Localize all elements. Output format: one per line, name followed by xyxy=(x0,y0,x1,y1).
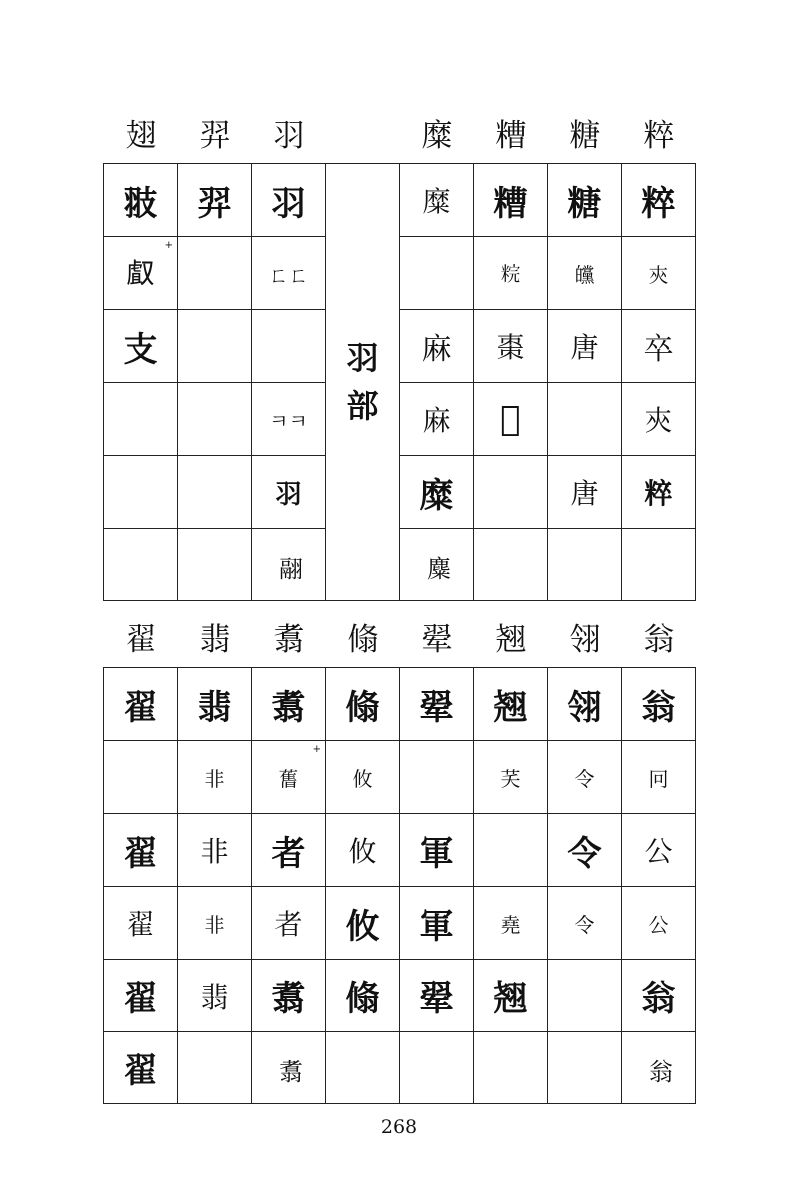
top-r6c6 xyxy=(474,529,548,601)
bottom-header-2: 翡 xyxy=(199,622,231,658)
top-r3c2 xyxy=(178,310,252,383)
bottom-header-1: 翟 xyxy=(125,622,157,658)
bot-r5c1: 翟 xyxy=(104,960,178,1032)
annotation-plus-mark-2: + xyxy=(312,744,321,755)
top-r3c3 xyxy=(252,310,326,383)
bot-r4c3: 者 xyxy=(252,887,326,960)
bot-r3c8: 公 xyxy=(622,814,696,887)
top-r3c1: 支 xyxy=(104,310,178,383)
bot-r6c6 xyxy=(474,1032,548,1104)
radical-column xyxy=(326,164,400,601)
top-r6c5: 麋 xyxy=(400,529,474,601)
bot-r5c7 xyxy=(548,960,622,1032)
top-r4c7 xyxy=(548,383,622,456)
bottom-headers xyxy=(104,620,696,660)
top-header-6: 糟 xyxy=(495,118,527,154)
top-r2c1 xyxy=(104,237,178,310)
bot-r1c5: 翚 xyxy=(400,668,474,741)
bot-r3c4: 攸 xyxy=(326,814,400,887)
bottom-header-6: 翘 xyxy=(495,622,527,658)
bot-r3c7: 令 xyxy=(548,814,622,887)
top-r2c3: ㄈㄈ xyxy=(252,237,326,310)
top-r3c5: 麻 xyxy=(400,310,474,383)
top-r1c2: 羿 xyxy=(178,164,252,237)
bot-r1c2: 翡 xyxy=(178,668,252,741)
bot-r2c7: 令 xyxy=(548,741,622,814)
top-r3c8: 卒 xyxy=(622,310,696,383)
top-header-2: 羿 xyxy=(199,118,231,154)
bot-r5c2: 翡 xyxy=(178,960,252,1032)
bot-r2c3 xyxy=(252,741,326,814)
radical-char-1: 羽 xyxy=(346,339,379,377)
top-r1c1: 翄 xyxy=(104,164,178,237)
top-r3c6: 棗 xyxy=(474,310,548,383)
top-r6c2 xyxy=(178,529,252,601)
top-character-table xyxy=(103,163,696,601)
top-header-8: 粹 xyxy=(643,118,675,154)
bot-r4c4: 攸 xyxy=(326,887,400,960)
bot-r2c5 xyxy=(400,741,474,814)
bot-r3c1: 翟 xyxy=(104,814,178,887)
top-r1c6: 糟 xyxy=(474,164,548,237)
top-r5c5: 糜 xyxy=(400,456,474,529)
top-r2c8: 㚒 xyxy=(622,237,696,310)
top-r5c8: 粹 xyxy=(622,456,696,529)
top-headers xyxy=(104,116,696,156)
top-r4c8: 㚒 xyxy=(622,383,696,456)
top-header-7: 糖 xyxy=(569,118,601,154)
top-r1c3: 羽 xyxy=(252,164,326,237)
top-header-gap xyxy=(326,116,400,156)
top-r1c5: 糜 xyxy=(400,164,474,237)
top-r2c6: 𥹳 xyxy=(474,237,548,310)
top-r5c3: 羽 xyxy=(252,456,326,529)
bot-r1c1: 翟 xyxy=(104,668,178,741)
top-r3c7: 唐 xyxy=(548,310,622,383)
page-number: 268 xyxy=(380,1116,418,1138)
bot-r6c3: 翥 xyxy=(252,1032,326,1104)
top-r2c2 xyxy=(178,237,252,310)
bottom-header-4: 翛 xyxy=(347,622,379,658)
bot-r2c6: 芺 xyxy=(474,741,548,814)
bot-r5c8: 翁 xyxy=(622,960,696,1032)
bot-r5c4: 翛 xyxy=(326,960,400,1032)
top-r6c1 xyxy=(104,529,178,601)
bot-r6c7 xyxy=(548,1032,622,1104)
top-r6c8 xyxy=(622,529,696,601)
bot-r3c3: 者 xyxy=(252,814,326,887)
bot-r2c4: 攸 xyxy=(326,741,400,814)
bot-r2c8: 冋 xyxy=(622,741,696,814)
annotation-plus-mark: + xyxy=(164,240,173,251)
bottom-character-table xyxy=(103,667,696,1104)
bot-r1c3: 翥 xyxy=(252,668,326,741)
bot-r6c4 xyxy=(326,1032,400,1104)
bot-r6c2 xyxy=(178,1032,252,1104)
bot-r6c8: 翁 xyxy=(622,1032,696,1104)
top-header-5: 糜 xyxy=(421,118,453,154)
bot-r4c2: 非 xyxy=(178,887,252,960)
top-r2c7: 㿩 xyxy=(548,237,622,310)
bot-r1c7: 翎 xyxy=(548,668,622,741)
bot-r1c8: 翁 xyxy=(622,668,696,741)
bottom-header-8: 翁 xyxy=(643,622,675,658)
bot-r2c1 xyxy=(104,741,178,814)
bot-r6c1: 翟 xyxy=(104,1032,178,1104)
bot-r2c2: 非 xyxy=(178,741,252,814)
bot-r2c3-glyph: 𦾔 xyxy=(278,766,299,791)
bottom-header-5: 翚 xyxy=(421,622,453,658)
bot-r3c2: 非 xyxy=(178,814,252,887)
bot-r4c1: 翟 xyxy=(104,887,178,960)
bottom-header-7: 翎 xyxy=(569,622,601,658)
top-r4c5: 麻 xyxy=(400,383,474,456)
top-r2c1-glyph: 𠭯 xyxy=(126,257,155,290)
top-r5c7: 唐 xyxy=(548,456,622,529)
bot-r6c5 xyxy=(400,1032,474,1104)
top-r6c3: 翮 xyxy=(252,529,326,601)
top-r4c2 xyxy=(178,383,252,456)
bot-r4c8: 公 xyxy=(622,887,696,960)
top-r4c3: ㅋㅋ xyxy=(252,383,326,456)
bot-r5c3: 翥 xyxy=(252,960,326,1032)
top-header-1: 翅 xyxy=(125,118,157,154)
bot-r4c6: 堯 xyxy=(474,887,548,960)
bot-r3c5: 軍 xyxy=(400,814,474,887)
bot-r5c6: 翘 xyxy=(474,960,548,1032)
bot-r5c5: 翚 xyxy=(400,960,474,1032)
top-r5c6 xyxy=(474,456,548,529)
bot-r4c7: 令 xyxy=(548,887,622,960)
top-r5c2 xyxy=(178,456,252,529)
bot-r1c4: 翛 xyxy=(326,668,400,741)
top-r1c7: 糖 xyxy=(548,164,622,237)
bot-r4c5: 軍 xyxy=(400,887,474,960)
top-r5c1 xyxy=(104,456,178,529)
bot-r3c6 xyxy=(474,814,548,887)
top-r4c6: 𠅏 xyxy=(474,383,548,456)
top-r2c5 xyxy=(400,237,474,310)
bottom-header-3: 翥 xyxy=(273,622,305,658)
bot-r1c6: 翘 xyxy=(474,668,548,741)
radical-char-2: 部 xyxy=(346,387,379,425)
top-r6c7 xyxy=(548,529,622,601)
top-header-3: 羽 xyxy=(273,118,305,154)
top-r1c8: 粹 xyxy=(622,164,696,237)
top-r4c1 xyxy=(104,383,178,456)
